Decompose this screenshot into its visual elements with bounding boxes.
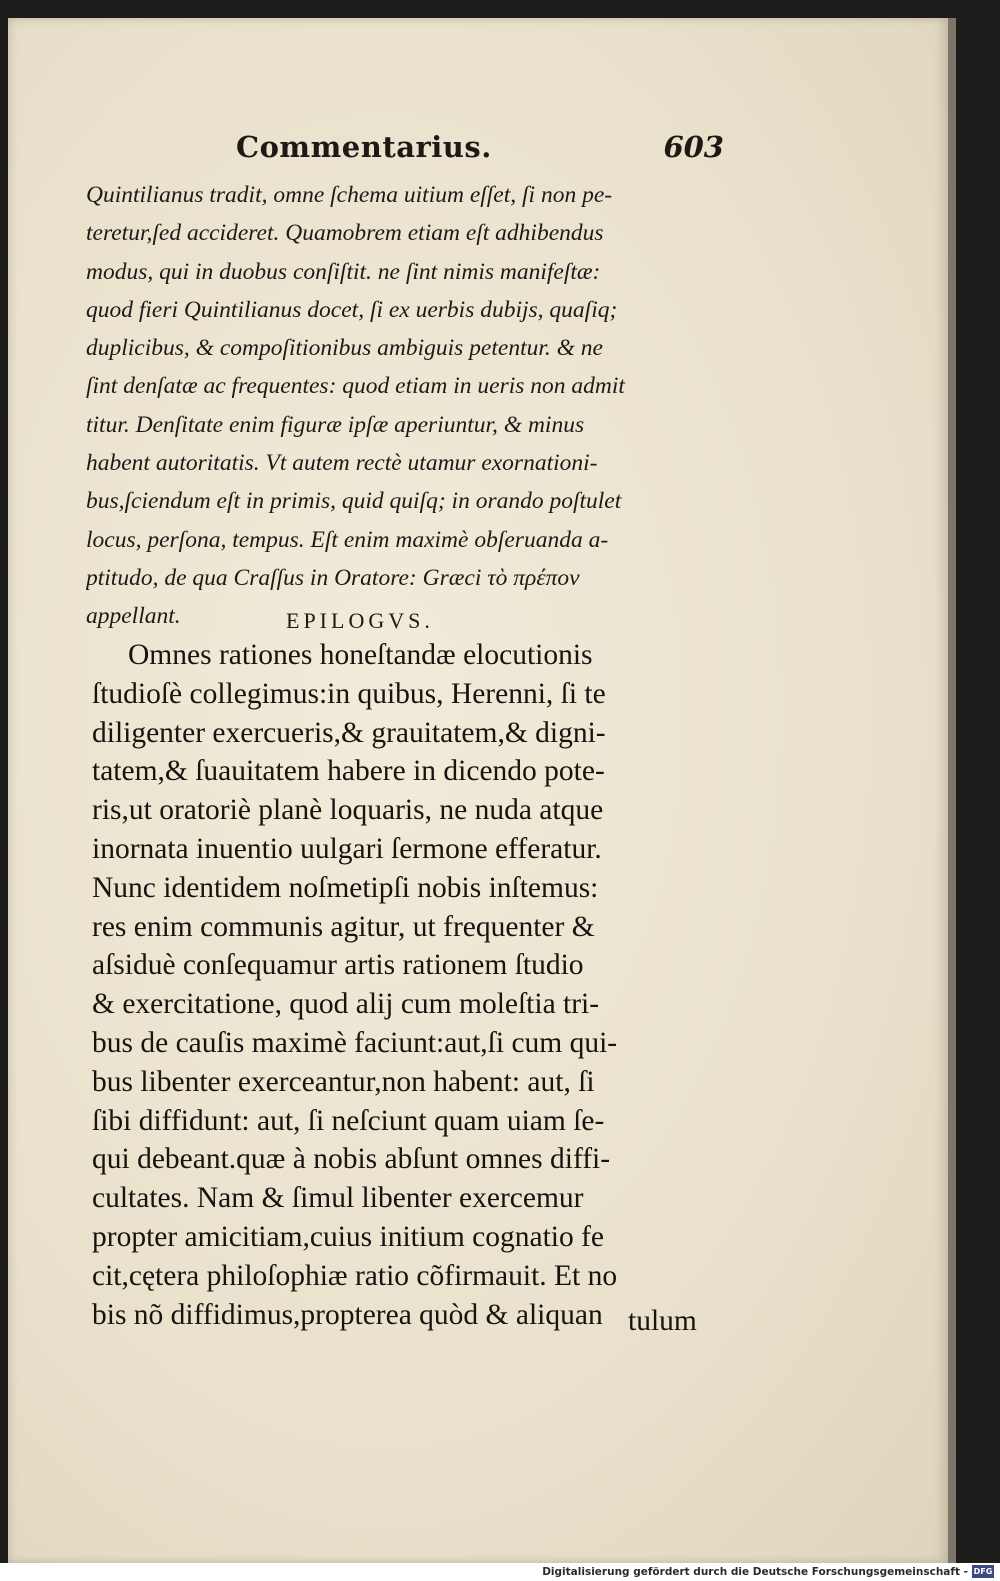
text-line: Nunc identidem noſmetipſi nobis inſtemus:: [92, 871, 599, 904]
dfg-logo-icon: DFG: [973, 1567, 993, 1576]
text-line: appellant.: [86, 603, 181, 630]
text-line: & exercitatione, quod alij cum moleſtia tri-: [92, 988, 600, 1021]
text-line: ſint denſatæ ac frequentes: quod etiam in ueris non admit: [86, 373, 625, 400]
text-line: propter amicitiam,cuius initium cognatio fe: [92, 1220, 605, 1253]
text-line: teretur,ſed accideret. Quamobrem etiam eſt adhibendus: [86, 220, 604, 247]
epilogue-paragraph: [92, 636, 742, 1334]
footer-bar: [0, 1563, 1000, 1581]
page-number: 603: [663, 130, 724, 164]
text-line: ris,ut oratoriè planè loquaris, ne nuda atque: [92, 794, 604, 827]
running-head: Commentarius.: [236, 130, 492, 164]
text-line: tatem,& ſuauitatem habere in dicendo pote-: [92, 755, 605, 788]
text-line: ptitudo, de qua Craſſus in Oratore: Græci τὸ πρέπον: [86, 564, 580, 591]
text-line: diligenter exercueris,& grauitatem,& digni-: [92, 716, 606, 749]
text-line: habent autoritatis. Vt autem rectè utamur exornationi-: [86, 450, 598, 477]
italic-paragraph: [86, 176, 726, 636]
next-page-edge: [948, 18, 956, 1563]
text-line: quod fieri Quintilianus docet, ſi ex uerbis dubijs, quaſiq;: [86, 296, 618, 323]
text-line: Quintilianus tradit, omne ſchema uitium eſſet, ſi non pe-: [86, 182, 613, 208]
book-page: [8, 18, 949, 1563]
text-line: titur. Denſitate enim figuræ ipſæ aperiuntur, & minus: [86, 411, 585, 438]
text-line: bus de cauſis maximè faciunt:aut,ſi cum qui-: [92, 1026, 618, 1059]
text-line: aſsiduè conſequamur artis rationem ſtudio: [92, 949, 584, 982]
catchword: tulum: [628, 1305, 697, 1337]
text-line: ſibi diffidunt: aut, ſi neſciunt quam uiam ſe-: [92, 1104, 605, 1137]
text-line: bus,ſciendum eſt in primis, quid quiſq; in orando poſtulet: [86, 488, 622, 515]
text-line: Omnes rationes honeſtandæ elocutionis: [128, 639, 593, 671]
text-line: res enim communis agitur, ut frequenter &: [92, 910, 595, 943]
text-line: duplicibus, & compoſitionibus ambiguis petentur. & ne: [86, 335, 603, 362]
funding-note: Digitalisierung gefördert durch die Deutsche Forschungsgemeinschaft -: [542, 1566, 968, 1578]
text-line: qui debeant.quæ à nobis abſunt omnes diffi-: [92, 1143, 611, 1176]
text-line: inornata inuentio uulgari ſermone efferatur.: [92, 832, 602, 865]
text-line: bis nõ diffidimus,propterea quòd & aliquan: [92, 1298, 603, 1331]
text-line: cultates. Nam & ſimul libenter exercemur: [92, 1182, 584, 1215]
text-line: modus, qui in duobus conſiſtit. ne ſint nimis manifeſtæ:: [86, 258, 601, 285]
text-line: cit,cętera philoſophiæ ratio cõfirmauit. Et no: [92, 1259, 618, 1292]
text-line: locus, perſona, tempus. Eſt enim maximè obſeruanda a-: [86, 526, 609, 553]
section-heading: EPILOGVS.: [286, 608, 434, 633]
text-line: ſtudioſè collegimus:in quibus, Herenni, ſi te: [92, 677, 606, 710]
page-header: [236, 130, 724, 170]
text-line: bus libenter exerceantur,non habent: aut, ſi: [92, 1065, 595, 1098]
